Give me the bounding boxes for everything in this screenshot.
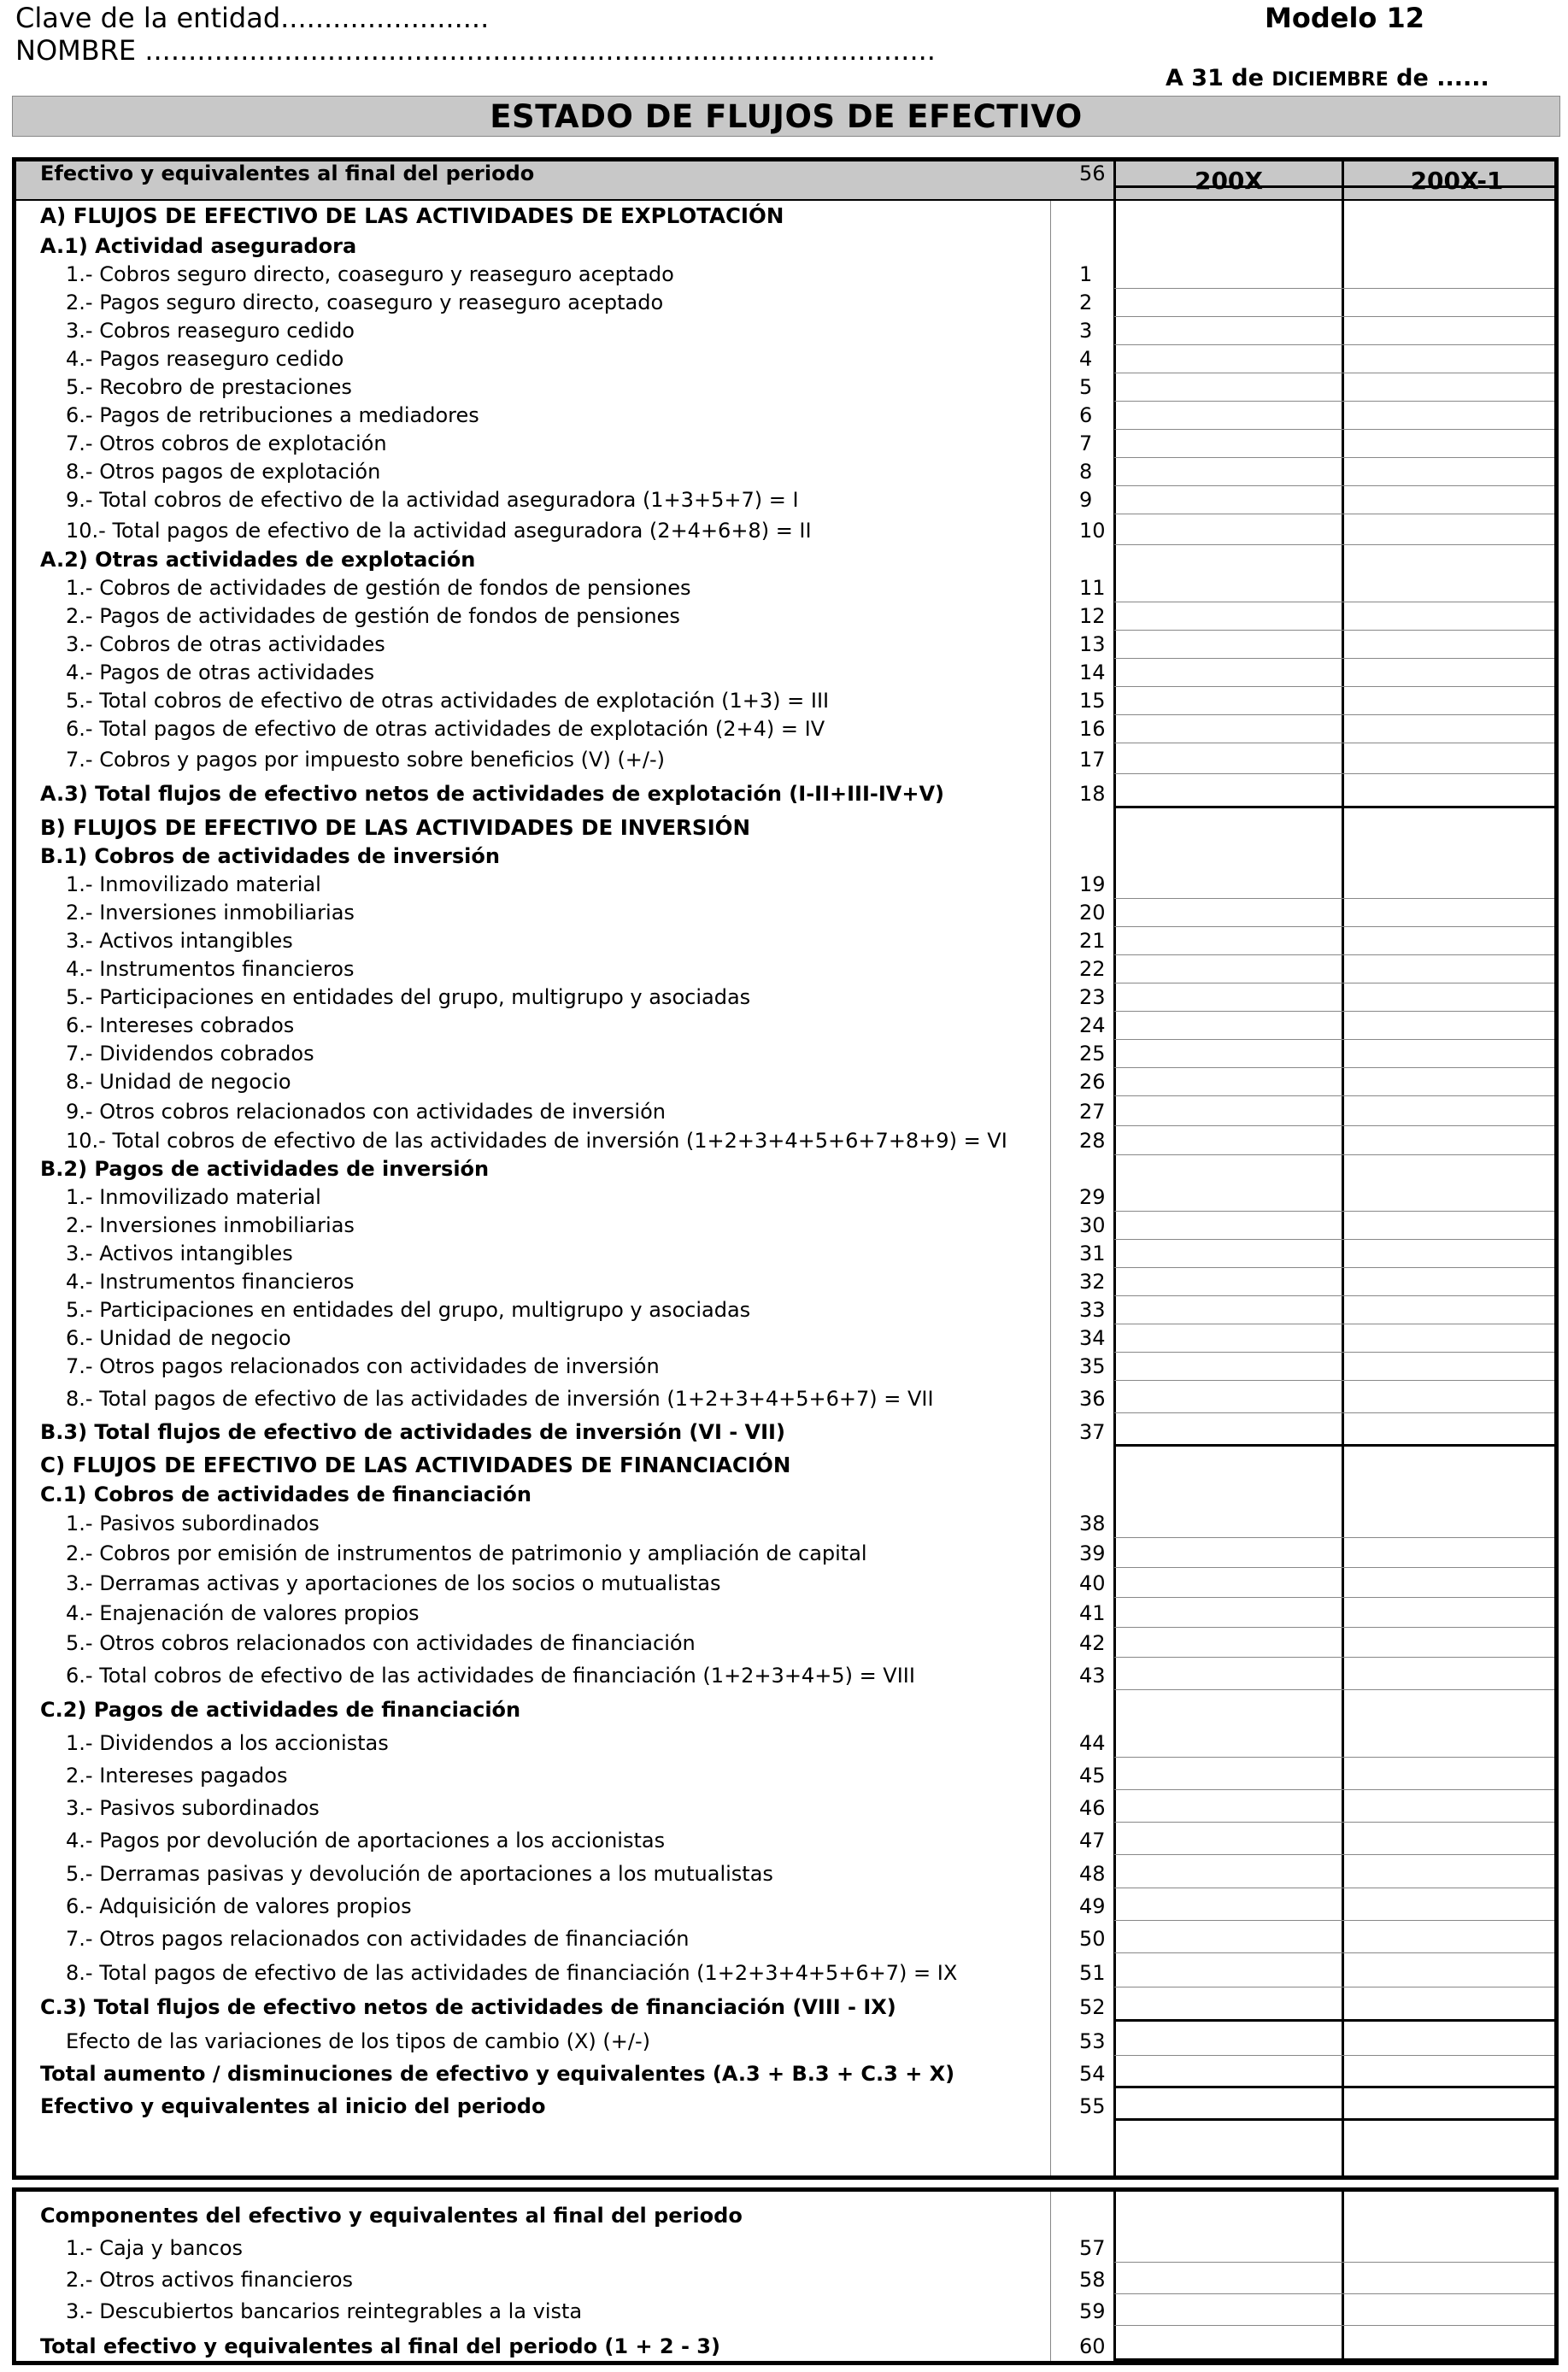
- table-row: [16, 291, 1554, 314]
- table-row: [16, 1731, 1554, 1755]
- value-input-line[interactable]: [1114, 1352, 1554, 1353]
- table-row: [16, 1326, 1554, 1350]
- row-label: 1.- Pasivos subordinados: [66, 1512, 320, 1535]
- row-number: 34: [1079, 1326, 1106, 1350]
- row-label: 6.- Total cobros de efectivo de las actividades de financiación (1+2+3+4+5) = VIII: [66, 1664, 915, 1688]
- value-input-line[interactable]: [1114, 2086, 1554, 2088]
- row-label: A.2) Otras actividades de explotación: [40, 548, 476, 572]
- row-label: 10.- Total pagos de efectivo de la actividad aseguradora (2+4+6+8) = II: [66, 519, 812, 543]
- row-number: 46: [1079, 1796, 1106, 1820]
- row-number: 43: [1079, 1664, 1106, 1688]
- table-row: [16, 2268, 1554, 2292]
- value-input-line[interactable]: [1114, 1380, 1554, 1381]
- row-number: 49: [1079, 1894, 1106, 1918]
- table-row: [16, 1157, 1554, 1181]
- table-row: [16, 1995, 1554, 2019]
- row-number: 3: [1079, 319, 1093, 343]
- row-number: 48: [1079, 1862, 1106, 1886]
- value-input-line[interactable]: [1114, 2325, 1554, 2326]
- value-input-line[interactable]: [1114, 686, 1554, 687]
- row-number: 32: [1079, 1270, 1106, 1294]
- value-input-line[interactable]: [1114, 1011, 1554, 1012]
- date-suffix: de ......: [1396, 65, 1489, 91]
- table-row: [16, 1242, 1554, 1265]
- table-row: [16, 1796, 1554, 1820]
- row-label: 1.- Cobros de actividades de gestión de fondos de pensiones: [66, 576, 691, 600]
- row-label: 7.- Otros pagos relacionados con actividades de inversión: [66, 1354, 660, 1378]
- table-row: [16, 1862, 1554, 1886]
- row-number: 51: [1079, 1961, 1106, 1985]
- value-input-line[interactable]: [1114, 1789, 1554, 1790]
- table-row: [16, 2094, 1554, 2118]
- row-label: 3.- Descubiertos bancarios reintegrables a la vista: [66, 2299, 583, 2323]
- table-row: [16, 689, 1554, 713]
- row-number: 12: [1079, 604, 1106, 628]
- table-row: [16, 748, 1554, 772]
- row-label: A) FLUJOS DE EFECTIVO DE LAS ACTIVIDADES DE EXPLOTACIÓN: [40, 203, 784, 228]
- row-label: 8.- Total pagos de efectivo de las actividades de inversión (1+2+3+4+5+6+7) = VII: [66, 1387, 934, 1411]
- row-label: B) FLUJOS DE EFECTIVO DE LAS ACTIVIDADES DE INVERSIÓN: [40, 815, 751, 840]
- table-row: [16, 1129, 1554, 1153]
- row-number: 59: [1079, 2299, 1106, 2323]
- row-label: 6.- Adquisición de valores propios: [66, 1894, 412, 1918]
- column-header-current-year: 200X: [1194, 167, 1264, 195]
- row-number: 22: [1079, 957, 1106, 981]
- row-label: 3.- Derramas activas y aportaciones de los socios o mutualistas: [66, 1571, 721, 1595]
- row-label: Efecto de las variaciones de los tipos de cambio (X) (+/-): [66, 2029, 650, 2053]
- value-input-line[interactable]: [1114, 1854, 1554, 1855]
- row-label: 4.- Instrumentos financieros: [66, 957, 355, 981]
- row-label: 6.- Pagos de retribuciones a mediadores: [66, 403, 479, 427]
- table-row: [16, 488, 1554, 512]
- value-input-line[interactable]: [1114, 714, 1554, 715]
- value-input-line[interactable]: [1114, 1597, 1554, 1598]
- table-row: [16, 1571, 1554, 1595]
- row-number: 21: [1079, 929, 1106, 953]
- table-row: [16, 319, 1554, 343]
- row-label: 5.- Derramas pasivas y devolución de aportaciones a los mutualistas: [66, 1862, 773, 1886]
- row-label: Efectivo y equivalentes al final del periodo: [40, 161, 535, 185]
- row-number: 16: [1079, 717, 1106, 741]
- row-label: 5.- Participaciones en entidades del grupo, multigrupo y asociadas: [66, 985, 751, 1009]
- row-label: 2.- Inversiones inmobiliarias: [66, 901, 355, 925]
- row-number: 6: [1079, 403, 1093, 427]
- value-input-line[interactable]: [1114, 344, 1554, 345]
- value-input-line[interactable]: [1114, 2055, 1554, 2056]
- table-row: [16, 1185, 1554, 1209]
- row-number: 1: [1079, 262, 1093, 286]
- table-row: [16, 2062, 1554, 2086]
- table-row: [16, 2204, 1554, 2228]
- row-label: 3.- Activos intangibles: [66, 929, 293, 953]
- row-label: B.1) Cobros de actividades de inversión: [40, 844, 500, 868]
- value-input-line[interactable]: [1114, 658, 1554, 659]
- value-input-line[interactable]: [1114, 1295, 1554, 1296]
- date-line: [1166, 65, 1489, 91]
- row-label: 10.- Total cobros de efectivo de las actividades de inversión (1+2+3+4+5+6+7+8+9) = VI: [66, 1129, 1007, 1153]
- row-number: 9: [1079, 488, 1093, 512]
- row-number: 7: [1079, 432, 1093, 455]
- row-number: 53: [1079, 2029, 1106, 2053]
- table-row: [16, 1213, 1554, 1237]
- row-number: 19: [1079, 872, 1106, 896]
- row-label: 7.- Otros pagos relacionados con actividades de financiación: [66, 1927, 690, 1951]
- value-input-line[interactable]: [1114, 630, 1554, 631]
- table-row: [16, 2299, 1554, 2323]
- row-label: 2.- Intereses pagados: [66, 1764, 288, 1788]
- row-number: 14: [1079, 661, 1106, 684]
- table-row: [16, 604, 1554, 628]
- row-number: 24: [1079, 1013, 1106, 1037]
- table-row: [16, 872, 1554, 896]
- components-table: [12, 2187, 1559, 2365]
- row-label: Total aumento / disminuciones de efectivo y equivalentes (A.3 + B.3 + C.3 + X): [40, 2062, 955, 2086]
- value-input-line[interactable]: [1114, 288, 1554, 289]
- row-number: 58: [1079, 2268, 1106, 2292]
- row-label: 3.- Pasivos subordinados: [66, 1796, 320, 1820]
- row-label: A.3) Total flujos de efectivo netos de actividades de explotación (I-II+III-IV+V): [40, 782, 945, 806]
- value-input-line[interactable]: [1114, 806, 1554, 808]
- value-input-line[interactable]: [1114, 485, 1554, 486]
- row-label: 1.- Dividendos a los accionistas: [66, 1731, 389, 1755]
- table-row: [16, 1387, 1554, 1411]
- row-label: 4.- Enajenación de valores propios: [66, 1601, 420, 1625]
- row-number: 37: [1079, 1420, 1106, 1444]
- row-label: Componentes del efectivo y equivalentes al final del periodo: [40, 2204, 743, 2228]
- value-input-line[interactable]: [1114, 898, 1554, 899]
- row-label: C.2) Pagos de actividades de financiación: [40, 1698, 521, 1722]
- row-number: 28: [1079, 1129, 1106, 1153]
- row-label: 2.- Inversiones inmobiliarias: [66, 1213, 355, 1237]
- table-row: [16, 1482, 1554, 1506]
- row-number: 60: [1079, 2334, 1106, 2358]
- row-number: 38: [1079, 1512, 1106, 1535]
- value-input-line[interactable]: [1114, 1412, 1554, 1413]
- value-input-line[interactable]: [1114, 773, 1554, 774]
- table-row: [16, 234, 1554, 258]
- row-label: 1.- Inmovilizado material: [66, 872, 321, 896]
- value-input-line[interactable]: [1114, 1689, 1554, 1690]
- value-input-line[interactable]: [1114, 1444, 1554, 1447]
- row-number: 50: [1079, 1927, 1106, 1951]
- row-number: 57: [1079, 2236, 1106, 2260]
- table-row: [16, 1512, 1554, 1535]
- row-number: 39: [1079, 1541, 1106, 1565]
- row-number: 17: [1079, 748, 1106, 772]
- page-title: ESTADO DE FLUJOS DE EFECTIVO: [490, 98, 1083, 135]
- row-number: 45: [1079, 1764, 1106, 1788]
- value-input-line[interactable]: [1114, 2019, 1554, 2022]
- row-number: 42: [1079, 1631, 1106, 1655]
- row-label: 8.- Total pagos de efectivo de las actividades de financiación (1+2+3+4+5+6+7) = IX: [66, 1961, 958, 1985]
- row-number: 31: [1079, 1242, 1106, 1265]
- value-input-line[interactable]: [1114, 185, 1554, 188]
- value-input-line[interactable]: [1114, 457, 1554, 458]
- value-input-line[interactable]: [1114, 1039, 1554, 1040]
- row-label: 1.- Caja y bancos: [66, 2236, 244, 2260]
- row-number: 18: [1079, 782, 1106, 806]
- table-row: [16, 1541, 1554, 1565]
- table-row: [16, 262, 1554, 286]
- row-number: 33: [1079, 1298, 1106, 1322]
- row-number: 36: [1079, 1387, 1106, 1411]
- row-number: 27: [1079, 1100, 1106, 1124]
- table-row: [16, 1270, 1554, 1294]
- table-row: [16, 661, 1554, 684]
- row-number: 4: [1079, 347, 1093, 371]
- row-label: C.3) Total flujos de efectivo netos de actividades de financiación (VIII - IX): [40, 1995, 896, 2019]
- table-row: [16, 1298, 1554, 1322]
- cash-flow-table: [12, 157, 1559, 2180]
- table-row: [16, 1453, 1554, 1477]
- value-input-line[interactable]: [1114, 1567, 1554, 1568]
- value-input-line[interactable]: [1114, 2262, 1554, 2263]
- row-label: 7.- Cobros y pagos por impuesto sobre beneficios (V) (+/-): [66, 748, 666, 772]
- row-number: 35: [1079, 1354, 1106, 1378]
- row-number: 2: [1079, 291, 1093, 314]
- row-label: 2.- Pagos seguro directo, coaseguro y reaseguro aceptado: [66, 291, 664, 314]
- row-label: 5.- Otros cobros relacionados con actividades de financiación: [66, 1631, 696, 1655]
- table-row: [16, 2029, 1554, 2053]
- table-row: [16, 816, 1554, 840]
- row-number: 44: [1079, 1731, 1106, 1755]
- table-row: [16, 1013, 1554, 1037]
- row-number: 23: [1079, 985, 1106, 1009]
- row-label: 4.- Instrumentos financieros: [66, 1270, 355, 1294]
- row-label: 9.- Total cobros de efectivo de la actividad aseguradora (1+3+5+7) = I: [66, 488, 799, 512]
- row-label: Efectivo y equivalentes al inicio del periodo: [40, 2094, 546, 2118]
- row-number: 25: [1079, 1042, 1106, 1066]
- table-row: [16, 782, 1554, 806]
- row-number: 15: [1079, 689, 1106, 713]
- model-number: Modelo 12: [1265, 2, 1425, 34]
- row-number: 11: [1079, 576, 1106, 600]
- row-label: B.3) Total flujos de efectivo de actividades de inversión (VI - VII): [40, 1420, 785, 1444]
- table-row: [16, 1829, 1554, 1852]
- value-input-line[interactable]: [1114, 2293, 1554, 2294]
- value-input-line[interactable]: [1114, 1757, 1554, 1758]
- row-number: 8: [1079, 460, 1093, 484]
- value-input-line[interactable]: [1114, 1067, 1554, 1068]
- table-row: [16, 432, 1554, 455]
- row-label: C) FLUJOS DE EFECTIVO DE LAS ACTIVIDADES DE FINANCIACIÓN: [40, 1453, 791, 1477]
- row-number: 41: [1079, 1601, 1106, 1625]
- value-input-line[interactable]: [1114, 954, 1554, 955]
- value-input-line[interactable]: [1114, 316, 1554, 317]
- table-row: [16, 844, 1554, 868]
- row-label: 1.- Inmovilizado material: [66, 1185, 321, 1209]
- row-label: 3.- Activos intangibles: [66, 1242, 293, 1265]
- row-number: 13: [1079, 632, 1106, 656]
- value-input-line[interactable]: [1114, 1822, 1554, 1823]
- row-label: 6.- Intereses cobrados: [66, 1013, 295, 1037]
- row-number: 40: [1079, 1571, 1106, 1595]
- row-label: 5.- Recobro de prestaciones: [66, 375, 352, 399]
- table-row: [16, 1042, 1554, 1066]
- row-number: 55: [1079, 2094, 1106, 2118]
- row-number: 5: [1079, 375, 1093, 399]
- value-input-line[interactable]: [1114, 926, 1554, 927]
- table-row: [16, 576, 1554, 600]
- table-row: [16, 1894, 1554, 1918]
- table-row: [16, 1420, 1554, 1444]
- row-label: 7.- Dividendos cobrados: [66, 1042, 314, 1066]
- row-number: 20: [1079, 901, 1106, 925]
- value-input-line[interactable]: [1114, 544, 1554, 545]
- table-row: [16, 161, 1554, 185]
- value-input-line[interactable]: [1114, 1239, 1554, 1240]
- row-number: 30: [1079, 1213, 1106, 1237]
- table-row: [16, 985, 1554, 1009]
- row-number: 52: [1079, 1995, 1106, 2019]
- table-row: [16, 1601, 1554, 1625]
- table-row: [16, 548, 1554, 572]
- value-input-line[interactable]: [1114, 429, 1554, 430]
- table-row: [16, 1698, 1554, 1722]
- table-row: [16, 204, 1554, 228]
- date-prefix: A 31 de: [1166, 65, 1264, 91]
- row-label: 7.- Otros cobros de explotación: [66, 432, 387, 455]
- table-row: [16, 1961, 1554, 1985]
- table-row: [16, 957, 1554, 981]
- row-label: 2.- Cobros por emisión de instrumentos de patrimonio y ampliación de capital: [66, 1541, 867, 1565]
- row-label: 5.- Participaciones en entidades del grupo, multigrupo y asociadas: [66, 1298, 751, 1322]
- row-label: 8.- Unidad de negocio: [66, 1070, 291, 1094]
- row-label: 9.- Otros cobros relacionados con actividades de inversión: [66, 1100, 666, 1124]
- row-number: 56: [1079, 161, 1106, 185]
- value-input-line[interactable]: [1114, 1952, 1554, 1953]
- table-row: [16, 1070, 1554, 1094]
- table-row: [16, 347, 1554, 371]
- value-input-line[interactable]: [1114, 1267, 1554, 1268]
- row-number: 26: [1079, 1070, 1106, 1094]
- value-input-line[interactable]: [1114, 1657, 1554, 1658]
- table-row: [16, 929, 1554, 953]
- row-number: 54: [1079, 2062, 1106, 2086]
- table-row: [16, 1354, 1554, 1378]
- row-label: A.1) Actividad aseguradora: [40, 234, 357, 258]
- row-label: 4.- Pagos de otras actividades: [66, 661, 375, 684]
- row-label: 8.- Otros pagos de explotación: [66, 460, 381, 484]
- row-label: C.1) Cobros de actividades de financiación: [40, 1482, 531, 1506]
- table-row: [16, 2334, 1554, 2358]
- value-input-line[interactable]: [1114, 1211, 1554, 1212]
- row-label: Total efectivo y equivalentes al final del periodo (1 + 2 - 3): [40, 2334, 720, 2358]
- table-row: [16, 1664, 1554, 1688]
- table-row: [16, 1764, 1554, 1788]
- table-row: [16, 1100, 1554, 1124]
- value-input-line[interactable]: [1114, 1095, 1554, 1096]
- date-month: DICIEMBRE: [1271, 69, 1389, 91]
- entity-name-label: NOMBRE ...........................................................................................: [15, 34, 936, 67]
- title-bar: [12, 96, 1560, 137]
- table-row: [16, 375, 1554, 399]
- table-row: [16, 519, 1554, 543]
- table-row: [16, 1631, 1554, 1655]
- row-label: 1.- Cobros seguro directo, coaseguro y reaseguro aceptado: [66, 262, 674, 286]
- row-label: 5.- Total cobros de efectivo de otras actividades de explotación (1+3) = III: [66, 689, 830, 713]
- value-input-line[interactable]: [1114, 1627, 1554, 1628]
- row-label: 4.- Pagos reaseguro cedido: [66, 347, 344, 371]
- value-input-line[interactable]: [1114, 1920, 1554, 1921]
- column-header-previous-year: 200X-1: [1410, 167, 1504, 195]
- value-input-line[interactable]: [1114, 2358, 1554, 2361]
- value-input-line[interactable]: [1114, 2118, 1554, 2121]
- row-number: 47: [1079, 1829, 1106, 1852]
- table-row: [16, 901, 1554, 925]
- row-label: B.2) Pagos de actividades de inversión: [40, 1157, 490, 1181]
- table-row: [16, 403, 1554, 427]
- row-label: 4.- Pagos por devolución de aportaciones a los accionistas: [66, 1829, 666, 1852]
- value-input-line[interactable]: [1114, 1537, 1554, 1538]
- table-row: [16, 717, 1554, 741]
- value-input-line[interactable]: [1114, 401, 1554, 402]
- row-label: 6.- Unidad de negocio: [66, 1326, 291, 1350]
- entity-code-label: Clave de la entidad........................: [15, 2, 490, 34]
- value-input-line[interactable]: [1114, 1125, 1554, 1126]
- row-label: 3.- Cobros de otras actividades: [66, 632, 385, 656]
- value-input-line[interactable]: [1114, 1154, 1554, 1155]
- row-label: 2.- Pagos de actividades de gestión de fondos de pensiones: [66, 604, 680, 628]
- table-row: [16, 460, 1554, 484]
- table-row: [16, 2236, 1554, 2260]
- row-number: 10: [1079, 519, 1106, 543]
- row-label: 3.- Cobros reaseguro cedido: [66, 319, 355, 343]
- table-row: [16, 1927, 1554, 1951]
- row-label: 2.- Otros activos financieros: [66, 2268, 354, 2292]
- row-number: 29: [1079, 1185, 1106, 1209]
- table-row: [16, 632, 1554, 656]
- row-label: 6.- Total pagos de efectivo de otras actividades de explotación (2+4) = IV: [66, 717, 825, 741]
